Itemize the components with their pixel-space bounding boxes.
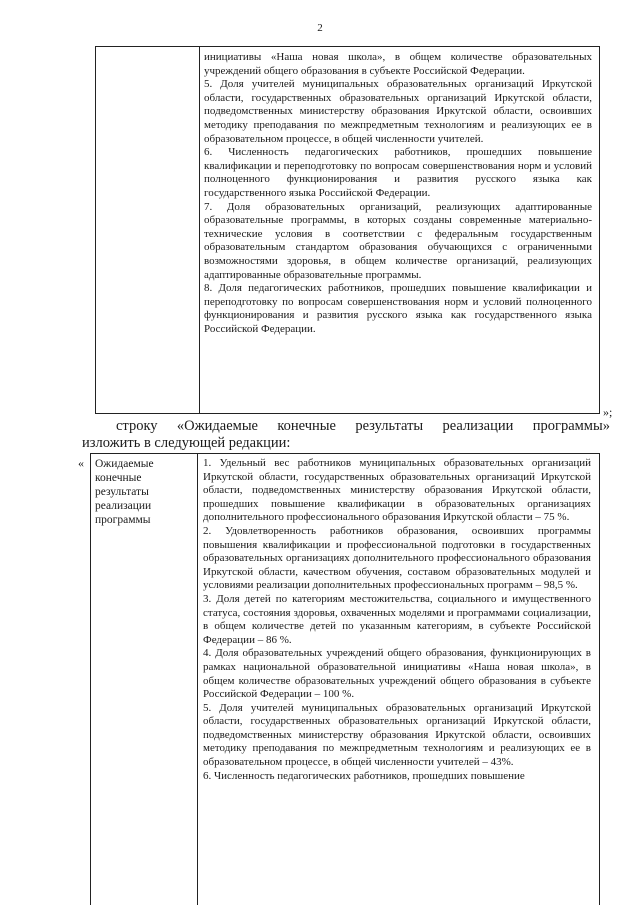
instruction-word: реализации bbox=[442, 418, 514, 434]
instruction-word: конечные bbox=[277, 418, 336, 434]
top-table-paragraph: инициативы «Наша новая школа», в общем количестве образовательных учреждений общего образования в субъекте Российской Федерации. bbox=[204, 51, 592, 77]
instruction-line-1 bbox=[82, 418, 610, 435]
top-continuation-table bbox=[95, 46, 600, 414]
instruction-word: строку bbox=[116, 418, 158, 434]
closing-quote-mark: »; bbox=[603, 405, 613, 419]
result-paragraph: 6. Численность педагогических работников, прошедших повышение bbox=[203, 769, 525, 782]
top-table-paragraph: 7. Доля образовательных организаций, реализующих адаптированные образовательные программы, в которых созданы современные материально-технические условия в соответствии с федеральным государственным образовательным стандартом образования обучающихся с ограниченными возможностями здоровья, в общем количестве организаций, реализующих адаптированные образовательные программы. bbox=[204, 200, 592, 281]
page-number: 2 bbox=[317, 22, 323, 34]
result-paragraph: 5. Доля учителей муниципальных образовательных организаций Иркутской области, государственных образовательных организаций Иркутской области, подведомственных министерству образования Иркутской области, освоивших методику преподавания по межпредметным технологиям и реализующих ее в образовательном процессе, в общей численности учителей – 43%. bbox=[203, 701, 591, 769]
amendment-instruction bbox=[82, 418, 610, 452]
instruction-word: результаты bbox=[355, 418, 424, 434]
main-table-right-cell bbox=[203, 457, 591, 783]
top-table-left-cell bbox=[96, 47, 200, 413]
main-table-left-cell bbox=[91, 454, 198, 905]
expected-results-table bbox=[90, 453, 600, 905]
top-table-paragraph: 5. Доля учителей муниципальных образовательных организаций Иркутской области, государственных образовательных организаций Иркутской области, подведомственных министерству образования Иркутской области, освоивших методику преподавания по межпредметным технологиям и реализующих ее в образовательном процессе, в общей численности учителей. bbox=[204, 78, 592, 145]
instruction-word: «Ожидаемые bbox=[176, 418, 258, 434]
top-table-right-cell bbox=[204, 51, 592, 336]
opening-quote-mark: « bbox=[78, 456, 84, 470]
row-heading: Ожидаемые конечные результаты реализации программы bbox=[95, 458, 154, 526]
result-paragraph: 2. Удовлетворенность работников образования, освоивших программы повышения квалификации и профессиональной подготовки в государственных образовательных организациях дополнительного профессионального образования Иркутской области, качеством обучения, составом образовательных модулей и условиями реализации дополнительных профессиональных программ – 98,5 %. bbox=[203, 524, 591, 592]
top-table-paragraph: 8. Доля педагогических работников, прошедших повышение квалификации и переподготовку по вопросам совершенствования норм и условий полноценного функционирования и развития русского языка как государственного языка Российской Федерации. bbox=[204, 282, 592, 335]
result-paragraph: 4. Доля образовательных учреждений общего образования, функционирующих в рамках национальной образовательной инициативы «Наша новая школа», в общем количестве образовательных учреждений общего образования в субъекте Российской Федерации – 100 %. bbox=[203, 647, 591, 701]
instruction-line-2: изложить в следующей редакции: bbox=[82, 435, 291, 451]
result-paragraph: 3. Доля детей по категориям местожительства, социального и имущественного статуса, состояния здоровья, охваченных моделями и программами социализации, в общем количестве детей по указанным категориям, в субъекте Российской Федерации – 86 %. bbox=[203, 592, 591, 646]
result-paragraph: 1. Удельный вес работников муниципальных образовательных организаций Иркутской области, государственных образовательных организаций Иркутской области, подведомственных министерству образования Иркутской области, прошедших повышение квалификации в образовательных организациях дополнительного профессионального образования Иркутской области – 75 %. bbox=[203, 457, 591, 524]
instruction-word: программы» bbox=[532, 418, 610, 434]
top-table-paragraph: 6. Численность педагогических работников, прошедших повышение квалификации и переподготовку по вопросам совершенствования норм и условий полноценного функционирования и развития русского языка как государственного языка Российской Федерации. bbox=[204, 146, 592, 199]
